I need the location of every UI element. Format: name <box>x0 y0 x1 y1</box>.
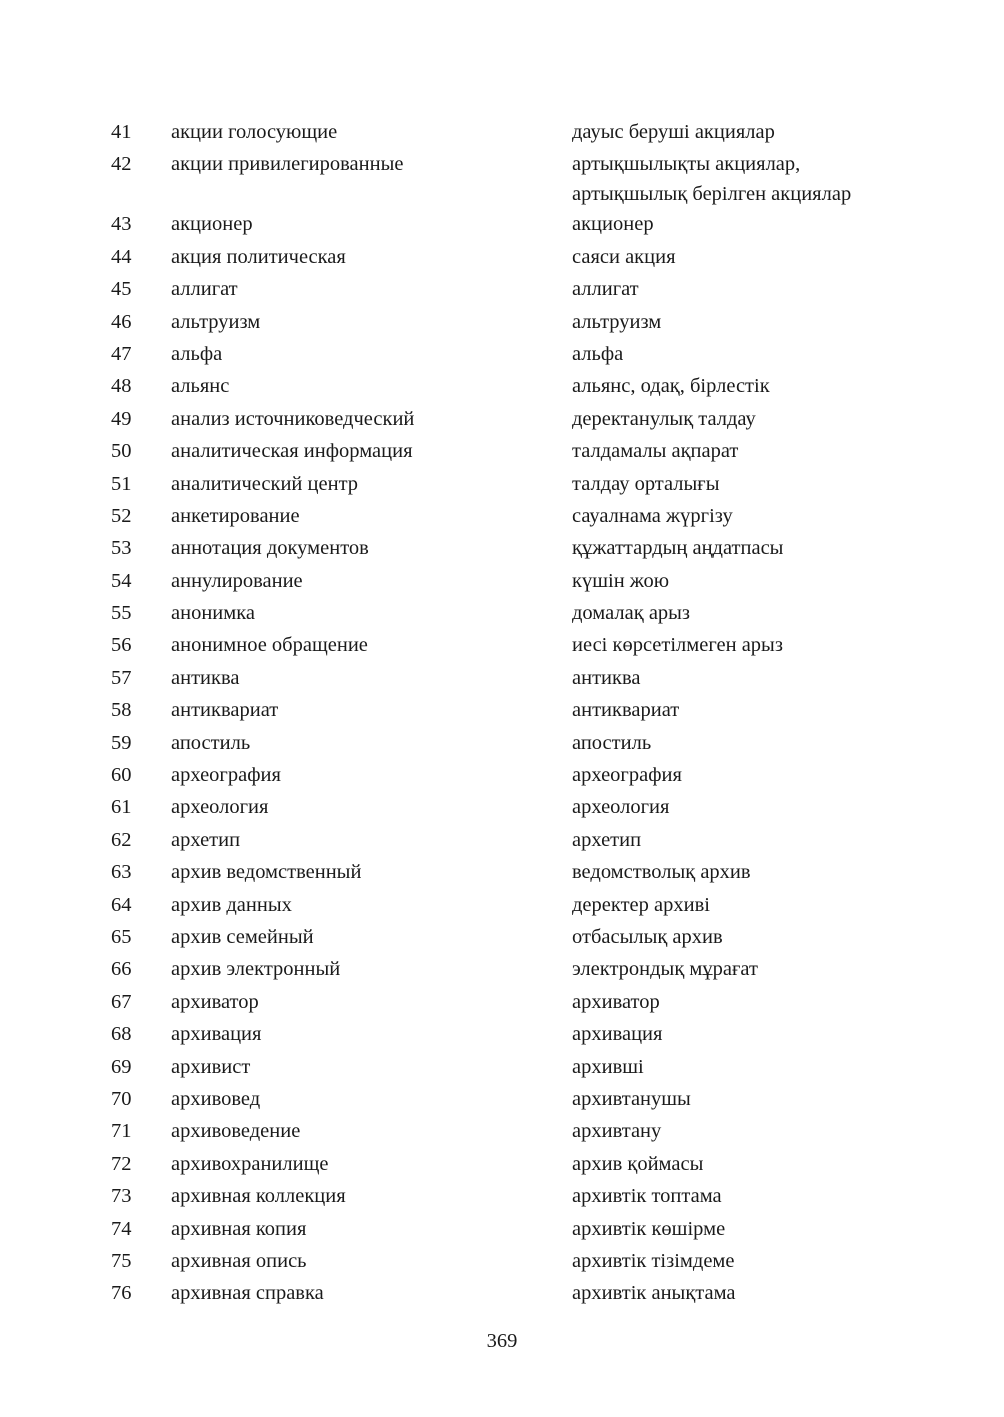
kazakh-term: дауыс берушi акциялар <box>572 121 775 143</box>
entry-number: 41 <box>111 121 132 143</box>
entry-number: 43 <box>111 213 132 236</box>
page-number: 369 <box>486 1330 518 1352</box>
glossary-entry <box>0 728 1004 760</box>
russian-term: акции голосующие <box>171 121 338 143</box>
russian-term: архивохранилище <box>171 1152 329 1175</box>
russian-term: альфа <box>171 342 223 365</box>
glossary-entry <box>0 1084 1004 1116</box>
russian-term: архив электронный <box>171 958 341 981</box>
entry-number: 72 <box>111 1152 132 1175</box>
kazakh-term: артықшылықты акциялар, артықшылық берiлген акциялар <box>572 153 852 206</box>
entry-number: 65 <box>111 925 132 948</box>
kazakh-term: антиквариат <box>572 699 680 722</box>
kazakh-term: архивтiк көшiрме <box>572 1217 726 1240</box>
russian-term: археография <box>171 764 281 787</box>
kazakh-term: саяси акция <box>572 245 676 268</box>
russian-term: архивная справка <box>171 1282 324 1305</box>
entry-number: 54 <box>111 569 132 592</box>
kazakh-term: архивтiк топтама <box>572 1185 722 1208</box>
russian-term: анонимка <box>171 602 255 625</box>
kazakh-term: архившi <box>572 1055 644 1078</box>
kazakh-term: күшiн жою <box>572 569 670 592</box>
glossary-entry <box>0 371 1004 403</box>
russian-term: анонимное обращение <box>171 634 368 657</box>
entry-number: 62 <box>111 828 132 851</box>
russian-term: апостиль <box>171 731 251 754</box>
glossary-entry <box>0 695 1004 727</box>
kazakh-term: архивтiк анықтама <box>572 1282 736 1305</box>
entry-number: 66 <box>111 958 132 981</box>
entry-number: 73 <box>111 1185 132 1208</box>
russian-term: архивная копия <box>171 1217 307 1240</box>
entry-number: 44 <box>111 245 132 268</box>
entry-number: 46 <box>111 310 132 333</box>
kazakh-term: талдау орталығы <box>572 472 720 495</box>
entry-number: 71 <box>111 1120 132 1143</box>
kazakh-term: археология <box>572 796 670 819</box>
entry-number: 53 <box>111 537 132 560</box>
russian-term: архивная опись <box>171 1249 307 1272</box>
kazakh-term: архиватор <box>572 990 660 1013</box>
glossary-entry <box>0 566 1004 598</box>
russian-term: архив данных <box>171 893 292 916</box>
entry-number: 51 <box>111 472 132 495</box>
glossary-entry <box>0 339 1004 371</box>
entry-number: 58 <box>111 699 132 722</box>
entry-number: 55 <box>111 602 132 625</box>
entry-number: 47 <box>111 342 132 365</box>
kazakh-term: сауалнама жүргiзу <box>572 504 733 527</box>
russian-term: архивация <box>171 1023 262 1046</box>
glossary-entry <box>0 954 1004 986</box>
kazakh-term: акционер <box>572 213 654 236</box>
entry-number: 64 <box>111 893 132 916</box>
entry-number: 52 <box>111 504 132 527</box>
kazakh-term: деректер архивi <box>572 893 710 916</box>
russian-term: антиквариат <box>171 699 279 722</box>
entry-number: 59 <box>111 731 132 754</box>
kazakh-term: талдамалы ақпарат <box>572 440 739 463</box>
glossary-entry <box>0 630 1004 662</box>
glossary-entry <box>0 1181 1004 1213</box>
glossary-entry <box>0 857 1004 889</box>
glossary-entry <box>0 501 1004 533</box>
glossary-entry <box>0 987 1004 1019</box>
entry-number: 76 <box>111 1282 132 1305</box>
glossary-entry <box>0 117 1004 149</box>
glossary-entry <box>0 1149 1004 1181</box>
glossary-entry <box>0 825 1004 857</box>
kazakh-term: археография <box>572 764 682 787</box>
kazakh-term: альтруизм <box>572 310 662 333</box>
glossary-entry <box>0 404 1004 436</box>
glossary-entry <box>0 1278 1004 1310</box>
glossary-entry <box>0 209 1004 241</box>
entry-number: 56 <box>111 634 132 657</box>
russian-term: архетип <box>171 828 241 851</box>
russian-term: аннотация документов <box>171 537 369 560</box>
kazakh-term: иесi көрсетiлмеген арыз <box>572 634 783 657</box>
entry-number: 68 <box>111 1023 132 1046</box>
russian-term: аналитическая информация <box>171 440 413 463</box>
russian-term: акция политическая <box>171 245 346 268</box>
glossary-entry <box>0 760 1004 792</box>
kazakh-term: домалақ арыз <box>572 602 691 625</box>
russian-term: аллигат <box>171 278 238 301</box>
glossary-entry <box>0 436 1004 468</box>
russian-term: акционер <box>171 213 253 236</box>
kazakh-term: электрондық мұрағат <box>572 958 758 981</box>
glossary-entry <box>0 307 1004 339</box>
entry-number: 60 <box>111 764 132 787</box>
glossary-entry <box>0 663 1004 695</box>
kazakh-term: альянс, одақ, бiрлестiк <box>572 375 770 398</box>
entry-number: 70 <box>111 1087 132 1110</box>
kazakh-term: апостиль <box>572 731 652 754</box>
glossary-entry <box>0 792 1004 824</box>
entry-number: 57 <box>111 666 132 689</box>
entry-number: 61 <box>111 796 132 819</box>
russian-term: антиква <box>171 666 240 689</box>
russian-term: аннулирование <box>171 569 303 592</box>
entry-number: 50 <box>111 440 132 463</box>
kazakh-term: архетип <box>572 828 642 851</box>
glossary-entry <box>0 469 1004 501</box>
glossary-entries <box>0 117 1004 1311</box>
kazakh-term: архивтанушы <box>572 1087 691 1110</box>
russian-term: архив семейный <box>171 925 314 948</box>
kazakh-term: ведомстволық архив <box>572 861 751 884</box>
russian-term: анализ источниковедческий <box>171 407 415 430</box>
russian-term: архиватор <box>171 990 259 1013</box>
russian-term: альтруизм <box>171 310 261 333</box>
kazakh-term: альфа <box>572 342 624 365</box>
russian-term: анкетирование <box>171 504 300 527</box>
kazakh-term: архив қоймасы <box>572 1152 704 1175</box>
kazakh-term: құжаттардың аңдатпасы <box>572 537 784 560</box>
russian-term: архивист <box>171 1055 251 1078</box>
russian-term: архив ведомственный <box>171 861 362 884</box>
glossary-entry <box>0 274 1004 306</box>
kazakh-term: деректанулық талдау <box>572 407 756 430</box>
entry-number: 69 <box>111 1055 132 1078</box>
russian-term: аналитический центр <box>171 472 359 495</box>
entry-number: 75 <box>111 1249 132 1272</box>
kazakh-term: отбасылық архив <box>572 925 723 948</box>
russian-term: архивовед <box>171 1087 261 1110</box>
glossary-entry <box>0 1246 1004 1278</box>
glossary-entry <box>0 1116 1004 1148</box>
russian-term: архивоведение <box>171 1120 301 1143</box>
entry-number: 49 <box>111 407 132 430</box>
kazakh-term: аллигат <box>572 278 639 301</box>
entry-number: 67 <box>111 990 132 1013</box>
glossary-entry <box>0 598 1004 630</box>
entry-number: 63 <box>111 861 132 884</box>
glossary-entry <box>0 890 1004 922</box>
glossary-entry <box>0 1052 1004 1084</box>
glossary-entry <box>0 242 1004 274</box>
entry-number: 48 <box>111 375 132 398</box>
russian-term: археология <box>171 796 269 819</box>
russian-term: альянс <box>171 375 230 398</box>
entry-number: 42 <box>111 153 132 176</box>
kazakh-term: антиква <box>572 666 641 689</box>
kazakh-term: архивтiк тiзiмдеме <box>572 1249 735 1272</box>
glossary-entry <box>0 149 1004 209</box>
entry-number: 74 <box>111 1217 132 1240</box>
russian-term: акции привилегированные <box>171 153 404 176</box>
russian-term: архивная коллекция <box>171 1185 346 1208</box>
glossary-entry <box>0 1019 1004 1051</box>
kazakh-term: архивация <box>572 1023 663 1046</box>
glossary-entry <box>0 533 1004 565</box>
kazakh-term: архивтану <box>572 1120 662 1143</box>
glossary-entry <box>0 922 1004 954</box>
glossary-entry <box>0 1214 1004 1246</box>
entry-number: 45 <box>111 278 132 301</box>
